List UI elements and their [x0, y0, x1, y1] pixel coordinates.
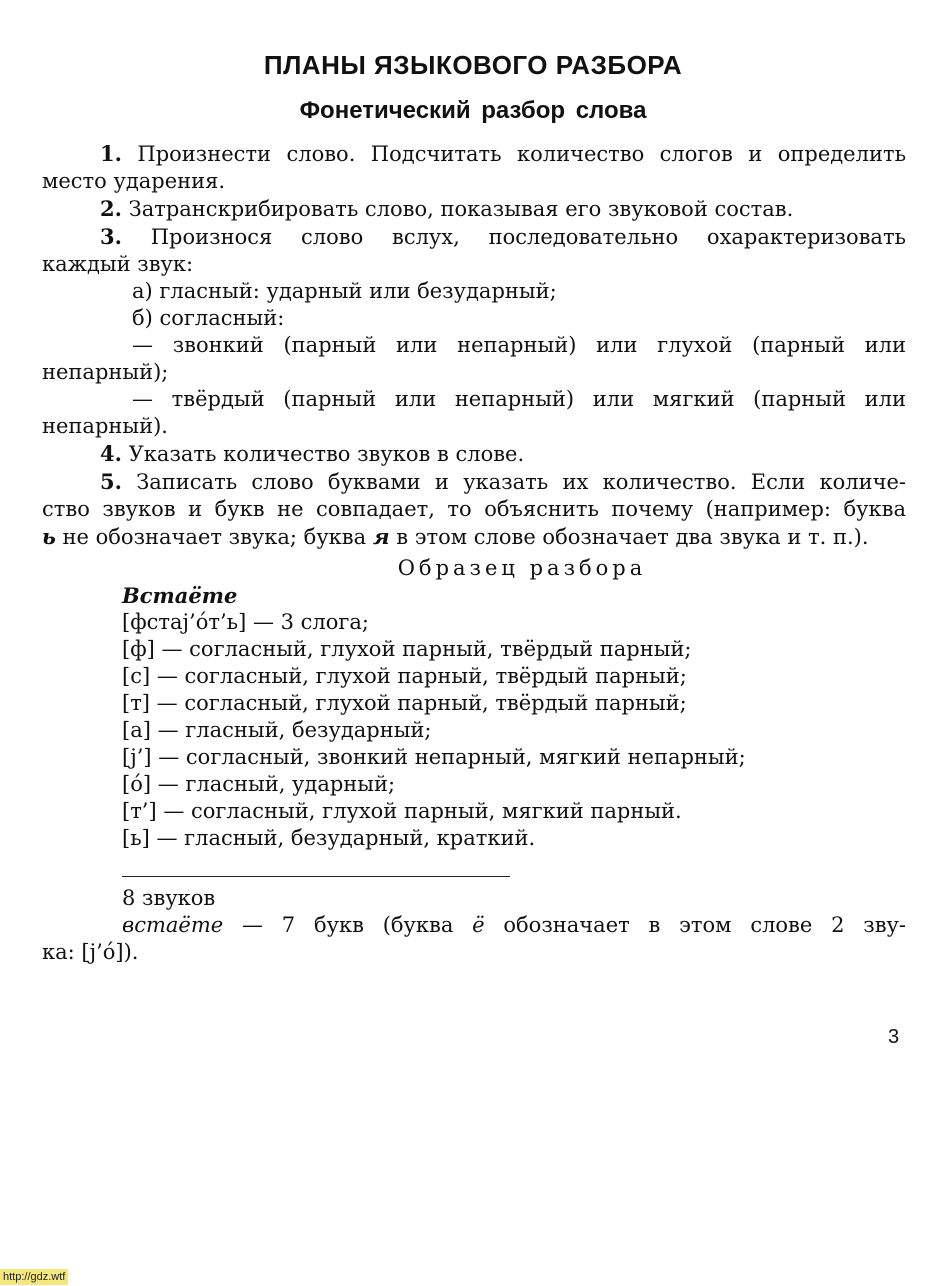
- step-4: [42, 440, 906, 468]
- page-title: ПЛАНЫ ЯЗЫКОВОГО РАЗБОРА: [263, 50, 683, 80]
- step-1-continuation: место ударения.: [42, 169, 226, 193]
- step-text: не обозначает звука; буква: [55, 525, 373, 549]
- sample-word: Встаёте: [122, 583, 238, 608]
- sound-item: [j’] — согласный, звонкий непарный, мягкий непарный;: [122, 745, 746, 769]
- sample-heading: Образец разбора: [397, 556, 647, 580]
- sound-item: [т] — согласный, глухой парный, твёрдый парный;: [122, 691, 687, 715]
- sample-transcription: [фстаj’о́т’ь] — 3 слога;: [122, 610, 370, 634]
- step-text: Указать количество звуков в слове.: [128, 442, 525, 466]
- substep-a: а) гласный: ударный или безударный;: [132, 279, 557, 303]
- sound-item: [а] — гласный, безударный;: [122, 718, 432, 742]
- letter-count: [42, 912, 906, 939]
- sound-item: [с] — согласный, глухой парный, твёрдый парный;: [122, 664, 687, 688]
- sound-item: [т’] — согласный, глухой парный, мягкий парный.: [122, 799, 682, 823]
- letter-ya: я: [372, 524, 390, 549]
- substep-voicing: — звонкий (парный или непарный) или глухой (парный или: [132, 333, 906, 357]
- substep-voicing-continuation: непарный);: [42, 360, 169, 384]
- substep-hardness-continuation: непарный).: [42, 414, 168, 438]
- letter-yo: ё: [472, 913, 485, 937]
- letter-count-text: — 7 букв (буква: [223, 913, 473, 937]
- step-text: Произнести слово. Подсчитать количество слогов и определить: [137, 142, 907, 166]
- letter-count-continuation: ка: [j’о́]).: [42, 940, 139, 964]
- sound-item: [о́] — гласный, ударный;: [122, 772, 396, 796]
- step-5-line-2: ство звуков и букв не совпадает, то объяснить почему (например: буква: [42, 497, 906, 521]
- analysis-plan: [42, 140, 906, 966]
- step-text: Произнося слово вслух, последовательно охарактеризовать: [150, 225, 906, 249]
- step-1: [42, 140, 906, 168]
- step-number: 5.: [100, 469, 122, 494]
- sound-item: [ф] — согласный, глухой парный, твёрдый парный;: [122, 637, 692, 661]
- step-text: в этом слове обозначает два звука и т. п.).: [389, 525, 869, 549]
- step-3: [42, 223, 906, 251]
- substep-b: б) согласный:: [132, 306, 285, 330]
- step-text: Записать слово буквами и указать их количество. Если количе-: [136, 470, 906, 494]
- sound-count: 8 звуков: [122, 886, 216, 910]
- step-5: [42, 468, 906, 496]
- sample-analysis: [42, 582, 906, 852]
- letter-soft-sign: ь: [42, 524, 56, 549]
- watermark-link[interactable]: http://gdz.wtf: [0, 1269, 68, 1285]
- step-text: Затранскрибировать слово, показывая его звуковой состав.: [128, 197, 794, 221]
- sound-item: [ь] — гласный, безударный, краткий.: [122, 826, 536, 850]
- step-2: [42, 195, 906, 223]
- section-subtitle: Фонетический разбор слова: [299, 97, 647, 124]
- divider-line: [122, 876, 510, 877]
- step-number: 4.: [100, 441, 122, 466]
- sample-word-lowercase: встаёте: [122, 913, 224, 937]
- step-3-continuation: каждый звук:: [42, 252, 194, 276]
- substep-hardness: — твёрдый (парный или непарный) или мягкий (парный или: [132, 387, 906, 411]
- step-number: 1.: [100, 141, 122, 166]
- page-number: 3: [888, 1026, 900, 1048]
- step-number: 2.: [100, 196, 122, 221]
- letter-count-text: обозначает в этом слове 2 зву-: [484, 913, 906, 937]
- step-5-line-3: [42, 523, 906, 551]
- step-number: 3.: [100, 224, 122, 249]
